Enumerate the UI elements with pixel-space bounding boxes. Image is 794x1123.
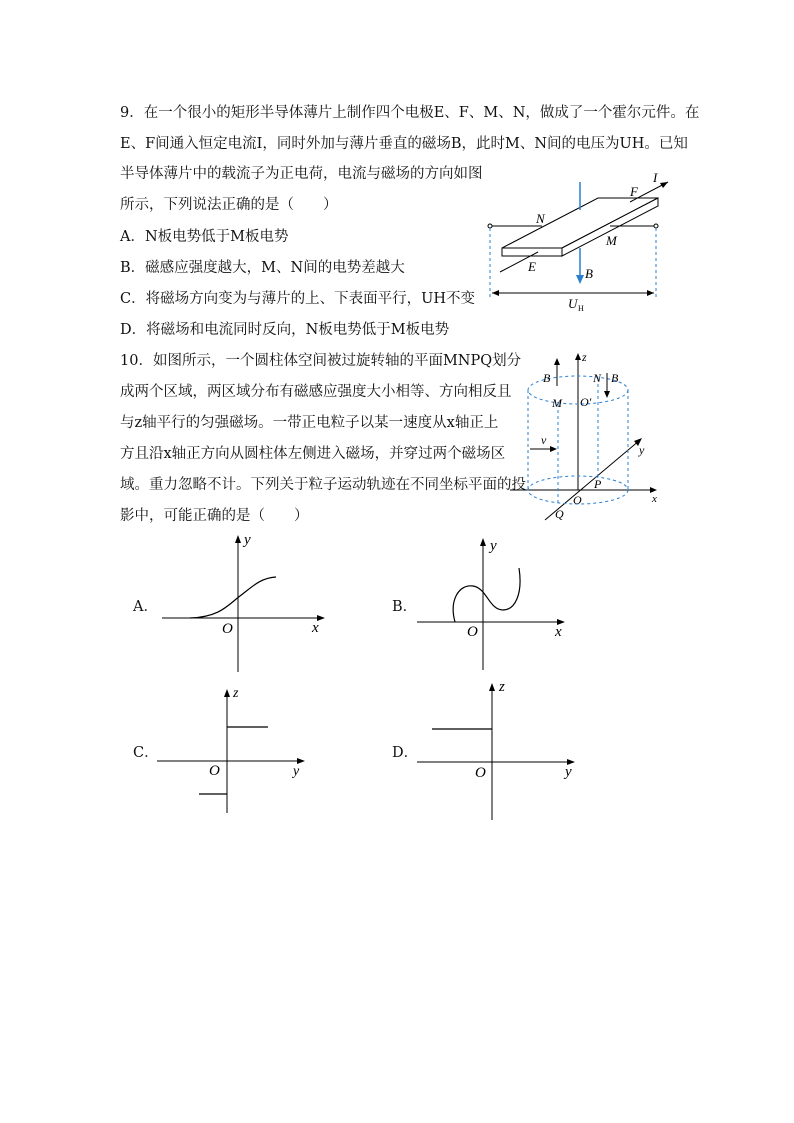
q10-option-c-letter: C．: [133, 745, 159, 761]
q10-line-5: 域。重力忽略不计。下列关于粒子运动轨迹在不同坐标平面的投: [120, 477, 526, 493]
hall-element-figure: [480, 168, 680, 313]
cyl-label-P: P: [594, 477, 602, 491]
q9-option-c: C．将磁场方向变为与薄片的上、下表面平行，UH不变: [120, 291, 475, 307]
label-M: M: [606, 233, 617, 248]
q9-option-a: A．N板电势低于M板电势: [120, 229, 289, 245]
cyl-label-O-prime: O′: [580, 395, 592, 409]
d-axis-z: z: [499, 679, 505, 695]
q10-option-d-letter: D．: [392, 745, 419, 761]
a-axis-y: y: [244, 532, 251, 548]
label-E: E: [528, 259, 536, 274]
c-axis-y: y: [293, 764, 300, 779]
q10-line-2: 成两个区域，两区域分布有磁感应强度大小相等、方向相反且: [120, 384, 512, 400]
label-U: U: [568, 296, 578, 311]
cyl-label-y: y: [639, 443, 645, 457]
q10-line-4: 方且沿x轴正方向从圆柱体左侧进入磁场，并穿过两个磁场区: [120, 446, 506, 462]
cyl-label-v: v: [541, 433, 547, 447]
q9-option-b: B．磁感应强度越大，M、N间的电势差越大: [120, 260, 405, 276]
cyl-label-Q: Q: [555, 507, 564, 521]
c-origin: O: [209, 763, 220, 779]
option-c-graph: [155, 683, 320, 818]
label-B: B: [585, 266, 593, 281]
q9-line-2: E、F间通入恒定电流I，同时外加与薄片垂直的磁场B，此时M、N间的电压为UH。已知: [120, 136, 688, 152]
cyl-label-N: N: [593, 371, 602, 385]
option-b-graph: [415, 532, 575, 674]
label-F: F: [630, 184, 638, 199]
a-origin: O: [222, 621, 233, 637]
option-d-graph: [415, 678, 585, 823]
cyl-label-z: z: [582, 350, 587, 364]
q9-option-d: D．将磁场和电流同时反向，N板电势低于M板电势: [120, 322, 450, 338]
cylinder-figure: [505, 348, 670, 526]
q10-line-6: 影中，可能正确的是（ ）: [120, 508, 309, 524]
q10-option-a-letter: A．: [133, 599, 158, 615]
label-H-sub: H: [578, 304, 584, 313]
b-origin: O: [467, 624, 478, 640]
d-axis-y: y: [565, 764, 572, 780]
label-I: I: [653, 170, 658, 185]
q10-line-3: 与z轴平行的匀强磁场。一带正电粒子以某一速度从x轴正上: [120, 415, 499, 431]
cyl-label-O: O: [573, 493, 582, 507]
q10-option-b-letter: B．: [392, 599, 418, 615]
b-axis-y: y: [490, 538, 497, 554]
cyl-label-B2: B: [611, 371, 619, 385]
c-axis-z: z: [233, 686, 239, 701]
cyl-label-M: M: [552, 396, 562, 410]
a-axis-x: x: [312, 620, 319, 636]
label-N: N: [536, 211, 545, 226]
d-origin: O: [475, 765, 486, 781]
q9-line-3: 半导体薄片中的载流子为正电荷，电流与磁场的方向如图: [120, 166, 483, 182]
cyl-label-B1: B: [543, 371, 551, 385]
q9-line-4: 所示，下列说法正确的是（ ）: [120, 197, 338, 213]
cyl-label-x: x: [652, 493, 657, 505]
q9-line-1: 9．在一个很小的矩形半导体薄片上制作四个电极E、F、M、N，做成了一个霍尔元件。在: [120, 105, 700, 121]
option-a-graph: [160, 530, 335, 675]
q10-line-1: 10．如图所示，一个圆柱体空间被过旋转轴的平面MNPQ划分: [120, 353, 522, 369]
b-axis-x: x: [555, 624, 562, 640]
